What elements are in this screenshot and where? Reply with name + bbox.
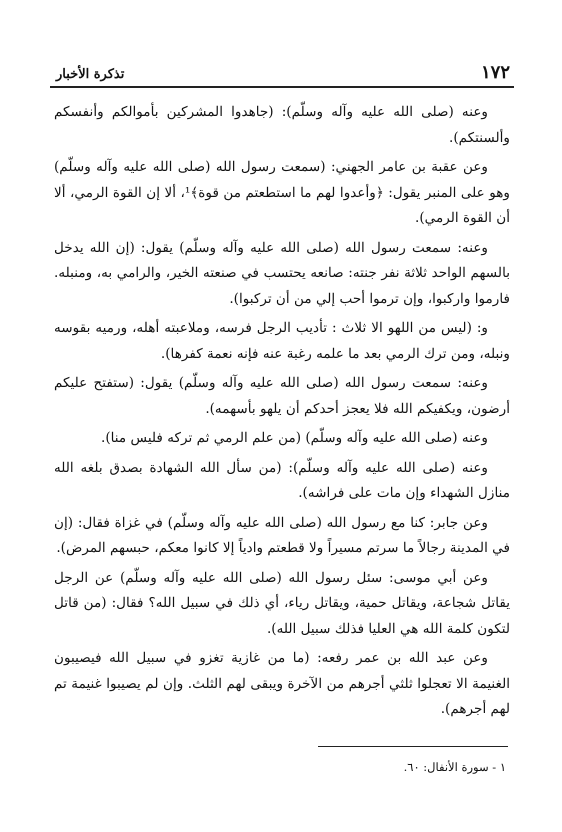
paragraph: وعنه (صلى الله عليه وآله وسلّم): (جاهدوا المشركين بأموالكم وأنفسكم وألسنتكم). xyxy=(54,104,510,146)
paragraph: وعن جابر: كنا مع رسول الله (صلى الله عليه وآله وسلّم) في غزاة فقال: (إن في المدينة رجالاً ما سرتم مسيراً ولا قطعتم وادياً إلا كانوا معكم، حبسهم المرض). xyxy=(54,514,510,556)
body-text xyxy=(54,100,510,727)
book-title: تذكرة الأخبار xyxy=(56,67,125,82)
paragraph: وعنه (صلى الله عليه وآله وسلّم): (من سأل الله الشهادة بصدق بلغه الله منازل الشهداء وإن مات على فراشه). xyxy=(54,459,510,501)
page-number: ١٧٢ xyxy=(480,62,510,83)
paragraph: وعنه (صلى الله عليه وآله وسلّم) (من علم الرمي ثم تركه فليس منا). xyxy=(101,430,488,446)
footnote: ١ - سورة الأنفال: ٦٠. xyxy=(403,760,506,774)
paragraph: و: (ليس من اللهو الا ثلاث : تأديب الرجل فرسه، وملاعبته أهله، ورميه بقوسه ونبله، ومن ترك الرمي بعد ما علمه رغبة عنه فإنه نعمة كفرها). xyxy=(54,320,510,362)
running-header xyxy=(50,60,514,88)
paragraph: وعن عبد الله بن عمر رفعه: (ما من غازية تغزو في سبيل الله فيصيبون الغنيمة الا تعجلوا ثلثي أجرهم من الآخرة ويبقى لهم الثلث. وإن لم يصيبوا غنيمة تم لهم أجرهم). xyxy=(54,650,510,717)
paragraph: وعنه: سمعت رسول الله (صلى الله عليه وآله وسلّم) يقول: (ستفتح عليكم أرضون، ويكفيكم الله فلا يعجز أحدكم أن يلهو بأسهمه). xyxy=(54,375,510,417)
paragraph: وعن أبي موسى: سئل رسول الله (صلى الله عليه وآله وسلّم) عن الرجل يقاتل شجاعة، ويقاتل حمية، ويقاتل رياء، أي ذلك في سبيل الله؟ فقال: (من قاتل لتكون كلمة الله هي العليا فذلك سبيل الله). xyxy=(54,569,510,637)
paragraph: وعن عقبة بن عامر الجهني: (سمعت رسول الله (صلى الله عليه وآله وسلّم) وهو على المنبر يقول: ﴿وأعدوا لهم ما استطعتم من قوة﴾¹، ألا إن القوة الرمي، ألا أن القوة الرمي). xyxy=(54,159,510,226)
footnote-divider xyxy=(318,746,508,747)
paragraph: وعنه: سمعت رسول الله (صلى الله عليه وآله وسلّم) يقول: (إن الله يدخل بالسهم الواحد ثلاثة نفر جنته: صانعه يحتسب في صنعته الخير، والرامي به، ومنبله. فارموا واركبوا، وإن ترموا أحب إلي من أن تركبوا). xyxy=(54,239,510,307)
